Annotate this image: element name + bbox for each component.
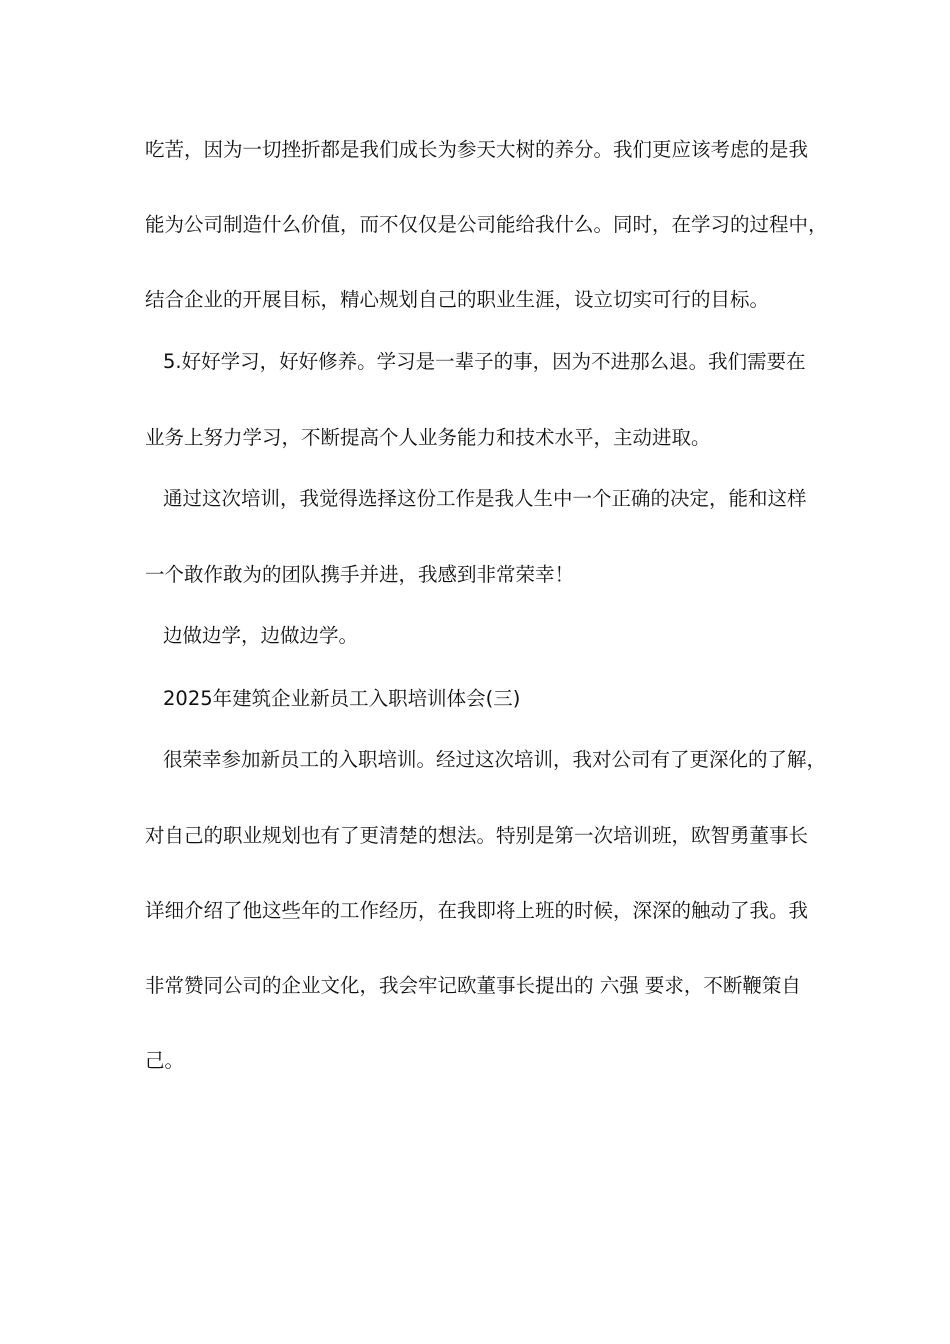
paragraph-line: 结合企业的开展目标，精心规划自己的职业生涯，设立切实可行的目标。 [145, 288, 770, 311]
paragraph-line: 己。 [145, 1049, 185, 1072]
paragraph-line: 非常赞同公司的企业文化，我会牢记欧董事长提出的 六强 要求，不断鞭策自 [145, 974, 801, 997]
paragraph-line: 通过这次培训，我觉得选择这份工作是我人生中一个正确的决定，能和这样 [163, 487, 807, 510]
paragraph-line: 详细介绍了他这些年的工作经历，在我即将上班的时候，深深的触动了我。我 [145, 899, 809, 922]
section-heading: 2025年建筑企业新员工入职培训体会(三) [163, 687, 521, 710]
list-item-line: 5.好好学习，好好修养。学习是一辈子的事，因为不进那么退。我们需要在 [163, 350, 806, 373]
paragraph-line: 能为公司制造什么价值，而不仅仅是公司能给我什么。同时，在学习的过程中， [145, 213, 828, 236]
paragraph-line: 业务上努力学习，不断提高个人业务能力和技术水平，主动进取。 [145, 426, 711, 449]
paragraph-line: 边做边学，边做边学。 [163, 624, 359, 647]
paragraph-line: 很荣幸参加新员工的入职培训。经过这次培训，我对公司有了更深化的了解， [163, 748, 827, 771]
paragraph-line: 吃苦，因为一切挫折都是我们成长为参天大树的养分。我们更应该考虑的是我 [145, 138, 809, 161]
paragraph-line: 一个敢作敢为的团队携手并进，我感到非常荣幸！ [145, 563, 575, 586]
paragraph-line: 对自己的职业规划也有了更清楚的想法。特别是第一次培训班，欧智勇董事长 [145, 824, 809, 847]
